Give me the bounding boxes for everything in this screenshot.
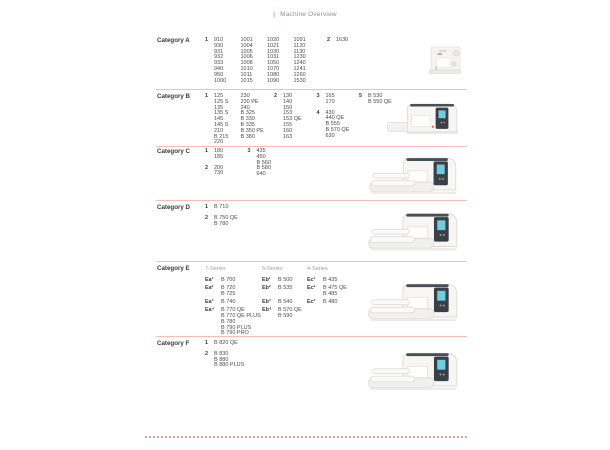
model-item: B 380: [240, 133, 255, 140]
model-item: 640: [256, 171, 266, 178]
model-item: 185: [214, 153, 224, 160]
model-item: B 215: [214, 133, 229, 140]
separator-line: [156, 89, 467, 90]
model-item: 140: [283, 98, 293, 105]
model-group: [205, 216, 241, 228]
group-marker: 1: [205, 340, 208, 346]
model-item: 1010: [240, 65, 253, 72]
model-item: B 435: [323, 276, 338, 283]
model-item: B 725: [221, 290, 236, 297]
model-item: B 590: [278, 312, 293, 319]
model-item: B 570 QE: [278, 307, 302, 314]
model-item: B 485: [323, 290, 338, 297]
model-item: 730: [214, 170, 224, 177]
model-item: 145: [214, 116, 224, 123]
category-content: [205, 94, 402, 146]
separator-line: [156, 200, 467, 201]
model-item: B 350 PE: [240, 127, 264, 134]
model-item: B 780: [214, 220, 229, 227]
group-marker: Ec²: [307, 284, 316, 291]
model-group: [205, 350, 245, 369]
series-header: 5-Series: [262, 266, 283, 272]
model-item: B 330: [240, 116, 255, 123]
model-item: 230 PE: [240, 98, 259, 105]
category-label: Category F: [157, 340, 190, 347]
group-marker: Eb²: [262, 284, 271, 291]
model-item: B 770 QE PLUS: [221, 312, 261, 319]
series-cell: [307, 300, 359, 306]
category-block-f: [157, 341, 248, 374]
model-group: [205, 166, 241, 178]
page-title: Machine Overview: [280, 11, 337, 18]
model-group-stack: [205, 340, 245, 374]
model-item: 1030: [267, 48, 280, 55]
model-item: 135 S: [214, 110, 229, 117]
model-column: [214, 350, 245, 369]
category-content: [205, 266, 359, 337]
model-item: 230: [240, 93, 250, 99]
model-item: B 770 QE: [221, 307, 245, 314]
model-item: B 480: [323, 298, 338, 305]
model-group-stack: [205, 149, 241, 182]
model-column: [326, 111, 353, 140]
model-item: 1120: [293, 42, 306, 49]
model-item: 125: [214, 93, 224, 99]
model-item: 450: [256, 153, 266, 160]
model-item: B 780: [221, 318, 236, 325]
model-item: B 880 PLUS: [214, 362, 245, 369]
model-item: 160: [283, 127, 293, 134]
machine-image-category-f: [367, 338, 465, 398]
model-item: 155: [283, 121, 293, 128]
model-item: 940: [214, 65, 224, 72]
group-marker: 2: [205, 350, 208, 357]
model-item: 930: [214, 42, 224, 49]
model-item: 1011: [240, 71, 253, 78]
group-marker: 2: [327, 37, 330, 43]
group-marker: Ec¹: [307, 276, 316, 283]
model-group: [327, 38, 363, 44]
category-label: Category B: [157, 93, 191, 100]
model-column: [267, 38, 294, 84]
model-column: [221, 307, 261, 337]
group-marker: 3: [247, 148, 251, 154]
machine-image-category-e: [367, 269, 465, 329]
model-item: 1000: [214, 77, 227, 84]
model-item: 240: [240, 104, 250, 111]
model-column: [214, 149, 241, 161]
group-marker: 2: [205, 214, 208, 221]
model-column: [323, 286, 350, 298]
model-item: 1004: [240, 42, 253, 49]
model-item: B 540: [278, 298, 293, 305]
group-marker: 4: [316, 109, 320, 116]
group-marker: Ea²: [205, 284, 214, 291]
model-column: [214, 94, 241, 146]
model-item: B 535: [278, 284, 293, 291]
model-item: B 530: [368, 93, 383, 99]
group-marker: Eb³: [262, 298, 271, 305]
model-item: B 710: [214, 204, 229, 210]
series-header: 7-Series: [205, 266, 226, 272]
model-item: B 750 QE: [214, 214, 238, 221]
model-item: 153 QE: [283, 116, 302, 123]
category-block-c: [157, 149, 290, 182]
category-label: Category C: [157, 148, 191, 155]
category-block-b: [157, 94, 402, 146]
model-column: [278, 308, 305, 320]
model-item: 145 S: [214, 121, 229, 128]
model-item: 1240: [293, 60, 306, 67]
group-marker: Ea³: [205, 298, 214, 305]
model-item: 170: [325, 98, 335, 105]
series-cell: [262, 300, 307, 306]
model-item: 1020: [267, 37, 280, 43]
model-column: [214, 216, 241, 228]
series-cell: [205, 308, 262, 337]
model-item: 1130: [293, 48, 306, 55]
group-marker: Ec³: [307, 298, 316, 305]
model-column: [323, 300, 350, 306]
model-item: B 720: [221, 284, 236, 291]
model-item: 153: [283, 110, 293, 117]
model-item: 163: [283, 133, 293, 140]
model-item: 430: [325, 109, 335, 116]
group-marker: 2: [274, 93, 277, 99]
model-item: 1005: [240, 48, 253, 55]
model-item: 1001: [240, 37, 253, 43]
model-column: [294, 38, 321, 84]
model-item: B 555: [325, 121, 340, 128]
model-item: 1015: [240, 77, 253, 84]
machine-image-category-a: [425, 37, 465, 81]
model-item: 1090: [267, 77, 280, 84]
model-item: 910: [214, 37, 224, 43]
model-item: 130: [283, 93, 293, 99]
page-header: [0, 11, 610, 18]
model-item: 1091: [293, 37, 306, 43]
model-item: B 830: [214, 350, 229, 357]
model-item: 932: [214, 54, 224, 61]
model-item: B 550 QE: [368, 98, 392, 105]
model-item: 220: [214, 139, 224, 146]
model-group: [205, 38, 320, 84]
model-item: 1021: [267, 42, 280, 49]
model-item: 150: [283, 104, 293, 111]
model-column: [214, 341, 241, 347]
category-label: Category D: [157, 204, 191, 211]
group-marker: 1: [205, 204, 208, 210]
category-content: [205, 38, 370, 84]
model-group: [248, 149, 284, 178]
model-item: 1008: [240, 60, 253, 67]
category-content: [205, 205, 248, 232]
model-group: [317, 94, 353, 106]
model-item: B 880: [214, 356, 229, 363]
model-group: [205, 149, 241, 161]
model-item: B 325: [240, 110, 255, 117]
model-column: [278, 278, 305, 284]
model-item: B 700: [221, 276, 236, 283]
group-marker: Eb⁴: [262, 307, 272, 314]
series-cell-empty: [307, 308, 359, 337]
model-column: [241, 38, 268, 84]
group-marker: 5: [359, 93, 362, 99]
group-marker: Ea⁴: [205, 307, 215, 314]
model-item: 630: [325, 132, 335, 139]
model-column: [326, 94, 353, 106]
model-item: B 335: [240, 121, 255, 128]
group-marker: 1: [205, 148, 208, 154]
model-item: 1630: [336, 37, 349, 43]
model-item: 1006: [240, 54, 253, 61]
model-item: 950: [214, 71, 224, 78]
model-column: [214, 205, 241, 211]
model-group: [205, 205, 241, 211]
model-group: [317, 111, 353, 140]
model-column: [241, 94, 268, 140]
model-item: B 475 QE: [323, 284, 347, 291]
series-cell: [205, 300, 262, 306]
series-cell: [262, 308, 307, 337]
model-item: 1241: [293, 65, 306, 72]
separator-line: [156, 261, 467, 262]
model-item: 1230: [293, 54, 306, 61]
category-content: [205, 149, 290, 182]
model-item: 1050: [267, 60, 280, 67]
series-cell: [307, 278, 359, 284]
group-marker: 2: [205, 164, 208, 171]
model-item: B 790 PLUS: [221, 324, 252, 331]
header-divider-bar: |: [273, 11, 276, 18]
category-block-d: [157, 205, 248, 232]
category-content: [205, 341, 248, 374]
category-label: Category E: [157, 265, 190, 272]
series-cell: [262, 286, 307, 298]
series-cell: [307, 286, 359, 298]
model-item: 933: [214, 60, 224, 67]
model-column: [336, 38, 363, 44]
model-column: [214, 38, 241, 84]
group-marker: Ea¹: [205, 276, 214, 283]
model-item: 931: [214, 48, 224, 55]
model-item: B 820 QE: [214, 340, 238, 346]
category-block-a: [157, 38, 370, 84]
model-item: B 570 QE: [325, 126, 350, 133]
model-item: 1031: [267, 54, 280, 61]
group-marker: 1: [205, 93, 208, 99]
model-column: [221, 278, 248, 284]
model-column: [323, 278, 350, 284]
category-label: Category A: [157, 37, 190, 44]
model-item: 125 S: [214, 98, 229, 105]
model-column: [278, 286, 305, 292]
series-header: 4-Series: [307, 266, 328, 272]
machine-image-category-c: [367, 147, 465, 198]
model-item: B 740: [221, 298, 236, 305]
model-item: 210: [214, 127, 224, 134]
group-marker: 1: [205, 37, 208, 43]
model-group-stack: [317, 94, 353, 145]
model-column: [221, 300, 248, 306]
model-item: B 500: [278, 276, 293, 283]
model-group: [205, 341, 241, 347]
series-grid: [205, 266, 359, 337]
model-column: [257, 149, 284, 178]
model-group: [205, 94, 267, 146]
model-item: 200: [214, 164, 224, 171]
series-cell: [205, 278, 262, 284]
model-column: [278, 300, 305, 306]
model-item: 1530: [293, 77, 306, 84]
footer-cut-line: [145, 436, 467, 438]
model-item: 1260: [293, 71, 306, 78]
model-item: 165: [325, 93, 335, 99]
model-group-stack: [205, 205, 241, 232]
group-marker: 3: [316, 93, 320, 99]
model-item: 435: [256, 148, 266, 154]
model-item: B 790 PRO: [221, 330, 249, 337]
model-column: [283, 94, 310, 140]
machine-image-category-d: [367, 202, 465, 255]
model-item: 1070: [267, 65, 280, 72]
category-block-e: [157, 266, 359, 337]
model-item: B 560: [256, 159, 271, 166]
model-item: 135: [214, 104, 224, 111]
group-marker: Eb¹: [262, 276, 271, 283]
machine-image-category-b: [386, 93, 464, 142]
model-group: [274, 94, 310, 140]
model-column: [221, 286, 248, 298]
model-item: 1080: [267, 71, 280, 78]
model-item: 180: [214, 148, 224, 154]
series-cell: [262, 278, 307, 284]
model-item: 440 QE: [325, 115, 345, 122]
series-cell: [205, 286, 262, 298]
model-item: B 580: [256, 165, 271, 172]
model-column: [214, 166, 241, 178]
